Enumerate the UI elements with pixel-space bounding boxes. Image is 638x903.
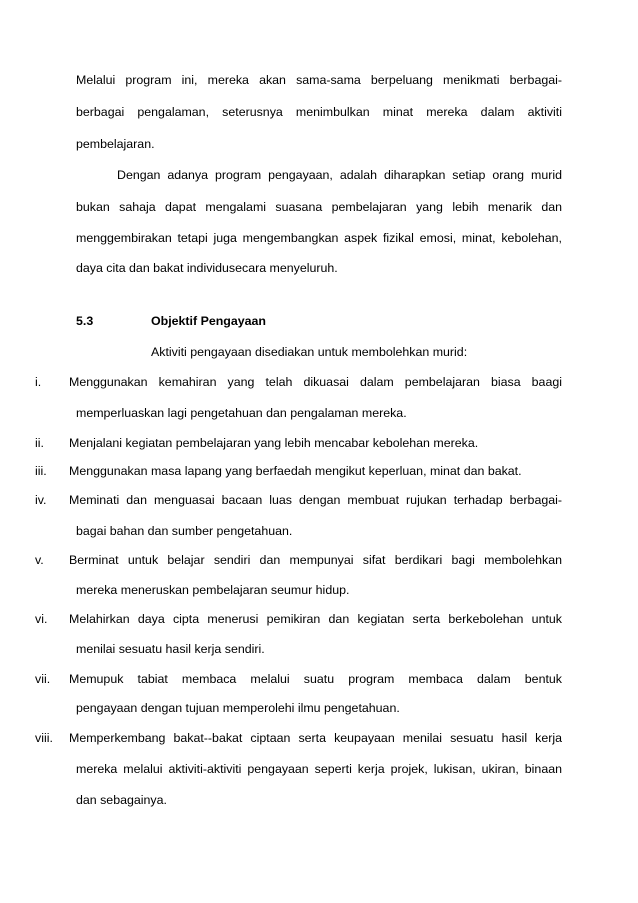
list-number: vii. xyxy=(35,672,51,686)
list-item-line: Memperkembang bakat--bakat ciptaan serta keupayaan menilai sesuatu hasil kerja xyxy=(69,731,562,745)
paragraph-line: berbagai pengalaman, seterusnya menimbulkan minat mereka dalam aktiviti xyxy=(76,105,562,119)
list-item-line: menilai sesuatu hasil kerja sendiri. xyxy=(76,642,265,656)
paragraph-line: Melalui program ini, mereka akan sama-sama berpeluang menikmati berbagai- xyxy=(76,73,562,87)
list-item-line: Meminati dan menguasai bacaan luas dengan membuat rujukan terhadap berbagai- xyxy=(69,493,562,507)
list-number: vi. xyxy=(35,612,48,626)
list-item-line: mereka meneruskan pembelajaran seumur hidup. xyxy=(76,583,350,597)
list-number: viii. xyxy=(35,731,53,745)
list-item-line: Menjalani kegiatan pembelajaran yang lebih mencabar kebolehan mereka. xyxy=(69,436,479,450)
list-item-line: Menggunakan masa lapang yang berfaedah mengikut keperluan, minat dan bakat. xyxy=(69,464,522,478)
list-item-line: memperluaskan lagi pengetahuan dan pengalaman mereka. xyxy=(76,406,407,420)
list-number: i. xyxy=(35,375,42,389)
list-item-line: Memupuk tabiat membaca melalui suatu program membaca dalam bentuk xyxy=(69,672,562,686)
paragraph-line: daya cita dan bakat individusecara menyeluruh. xyxy=(76,261,338,275)
paragraph-line: bukan sahaja dapat mengalami suasana pembelajaran yang lebih menarik dan xyxy=(76,200,562,214)
list-item-line: pengayaan dengan tujuan memperolehi ilmu pengetahuan. xyxy=(76,701,400,715)
list-item-line: bagai bahan dan sumber pengetahuan. xyxy=(76,524,293,538)
list-number: v. xyxy=(35,553,44,567)
list-item-line: Melahirkan daya cipta menerusi pemikiran dan kegiatan serta berkebolehan untuk xyxy=(69,612,562,626)
section-intro: Aktiviti pengayaan disediakan untuk membolehkan murid: xyxy=(151,345,468,359)
paragraph-line: pembelajaran. xyxy=(76,137,155,151)
section-title: Objektif Pengayaan xyxy=(151,314,266,328)
paragraph-line: Dengan adanya program pengayaan, adalah diharapkan setiap orang murid xyxy=(117,168,562,182)
list-number: iii. xyxy=(35,464,47,478)
list-number: iv. xyxy=(35,493,47,507)
paragraph-line: menggembirakan tetapi juga mengembangkan aspek fizikal emosi, minat, kebolehan, xyxy=(76,231,562,245)
list-item-line: Berminat untuk belajar sendiri dan mempunyai sifat berdikari bagi membolehkan xyxy=(69,553,562,567)
list-item-line: dan sebagainya. xyxy=(76,793,167,807)
list-item-line: mereka melalui aktiviti-aktiviti pengayaan seperti kerja projek, lukisan, ukiran, binaan xyxy=(76,762,562,776)
section-number: 5.3 xyxy=(76,314,94,328)
list-number: ii. xyxy=(35,436,44,450)
list-item-line: Menggunakan kemahiran yang telah dikuasai dalam pembelajaran biasa baagi xyxy=(69,375,562,389)
